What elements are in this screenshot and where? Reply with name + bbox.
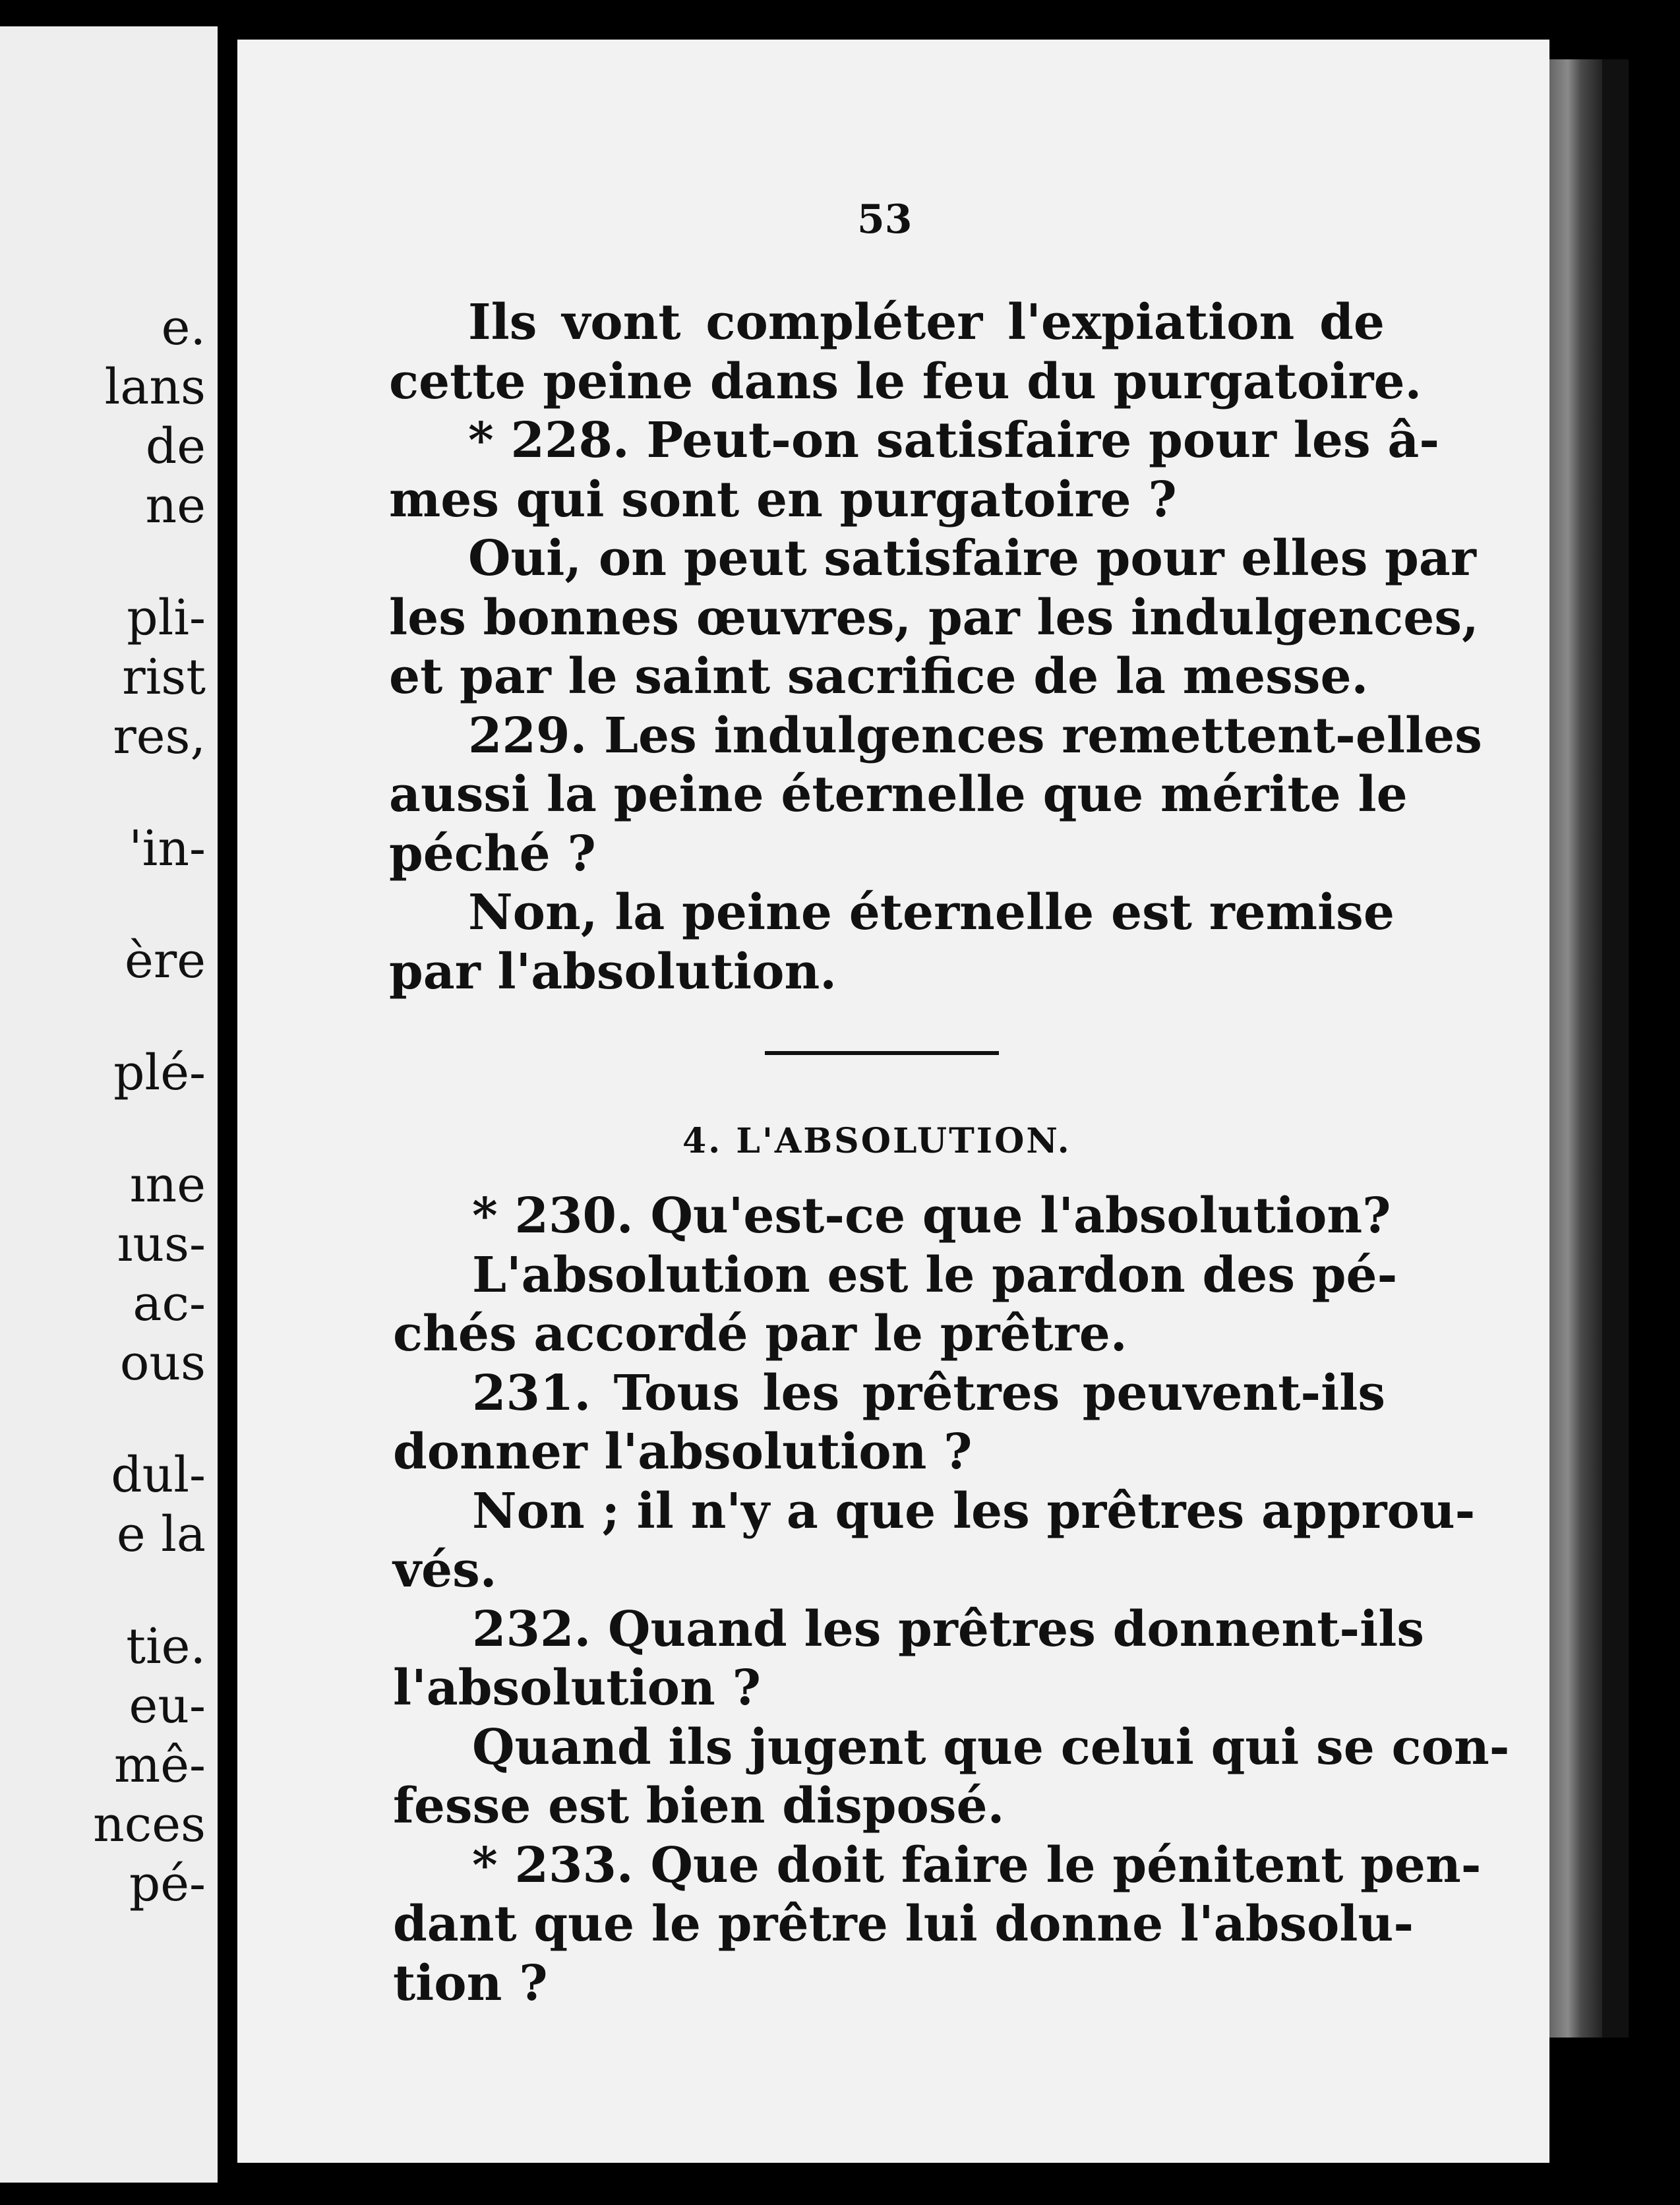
left-fragment: e.: [161, 299, 206, 356]
question-line: * 230. Qu'est-ce que l'absolution?: [472, 1188, 1391, 1244]
left-fragment: e la: [116, 1506, 206, 1563]
left-fragment: ıus-: [117, 1216, 206, 1273]
section-title: 4. L'ABSOLUTION.: [682, 1121, 1071, 1161]
left-fragment: eu-: [129, 1677, 206, 1734]
answer-line: fesse est bien disposé.: [393, 1778, 1005, 1834]
left-fragment: de: [145, 418, 206, 475]
answer-line: Non, la peine éternelle est remise: [468, 884, 1395, 941]
text-block-2: [393, 1187, 1510, 2013]
left-fragment: rist: [122, 649, 206, 706]
answer-line: vés.: [393, 1542, 497, 1598]
question-line: péché ?: [389, 825, 596, 882]
page-number: 53: [857, 196, 913, 243]
left-fragment: ous: [119, 1335, 206, 1391]
left-page: [0, 26, 218, 2183]
page-edge: [1549, 59, 1602, 2038]
section-divider: [765, 1051, 999, 1055]
text-block-1: [389, 293, 1482, 1002]
left-fragment: lans: [104, 359, 206, 415]
question-line: * 233. Que doit faire le pénitent pen-: [472, 1836, 1482, 1894]
left-fragment: ac-: [133, 1275, 206, 1332]
question-line: tion ?: [393, 1954, 548, 2012]
question-line: 229. Les indulgences remettent-elles: [468, 707, 1482, 764]
question-line: l'absolution ?: [393, 1660, 761, 1716]
question-line: 232. Quand les prêtres donnent-ils: [472, 1600, 1424, 1658]
answer-line: et par le saint sacrifice de la messe.: [389, 648, 1369, 705]
left-fragment: res,: [113, 708, 206, 765]
left-fragment: pli-: [127, 589, 206, 646]
text-line: Ils vont compléter l'expiation de: [468, 294, 1385, 351]
answer-line: L'absolution est le pardon des pé-: [472, 1246, 1398, 1304]
question-line: donner l'absolution ?: [393, 1424, 973, 1480]
answer-line: Quand ils jugent que celui qui se con-: [472, 1718, 1510, 1776]
question-line: 231. Tous les prêtres peuvent-ils: [472, 1364, 1385, 1422]
question-line: aussi la peine éternelle que mérite le: [389, 766, 1408, 823]
left-fragment: dul-: [111, 1447, 206, 1503]
left-fragment: ıne: [129, 1157, 206, 1213]
answer-line: Non ; il n'y a que les prêtres approu-: [472, 1482, 1476, 1540]
answer-line: Oui, on peut satisfaire pour elles par: [468, 530, 1476, 587]
left-fragment: ère: [125, 932, 206, 989]
left-fragment: plé-: [113, 1044, 206, 1101]
question-line: dant que le prêtre lui donne l'absolu-: [393, 1896, 1414, 1952]
answer-line: par l'absolution.: [389, 943, 837, 1000]
question-line: mes qui sont en purgatoire ?: [389, 471, 1177, 528]
answer-line: chés accordé par le prêtre.: [393, 1306, 1127, 1362]
left-fragment: ne: [145, 477, 206, 534]
text-line: cette peine dans le feu du purgatoire.: [389, 353, 1422, 410]
answer-line: les bonnes œuvres, par les indulgences,: [389, 589, 1479, 646]
left-fragment: mê-: [114, 1737, 206, 1794]
left-fragment: 'in-: [129, 820, 206, 877]
left-fragment: tie.: [126, 1618, 206, 1675]
question-line: * 228. Peut-on satisfaire pour les â-: [468, 412, 1440, 469]
book-gutter: [218, 26, 237, 2183]
left-fragment: pé-: [129, 1856, 206, 1912]
left-fragment: nces: [93, 1796, 206, 1853]
edge-shadow: [1602, 59, 1629, 2038]
